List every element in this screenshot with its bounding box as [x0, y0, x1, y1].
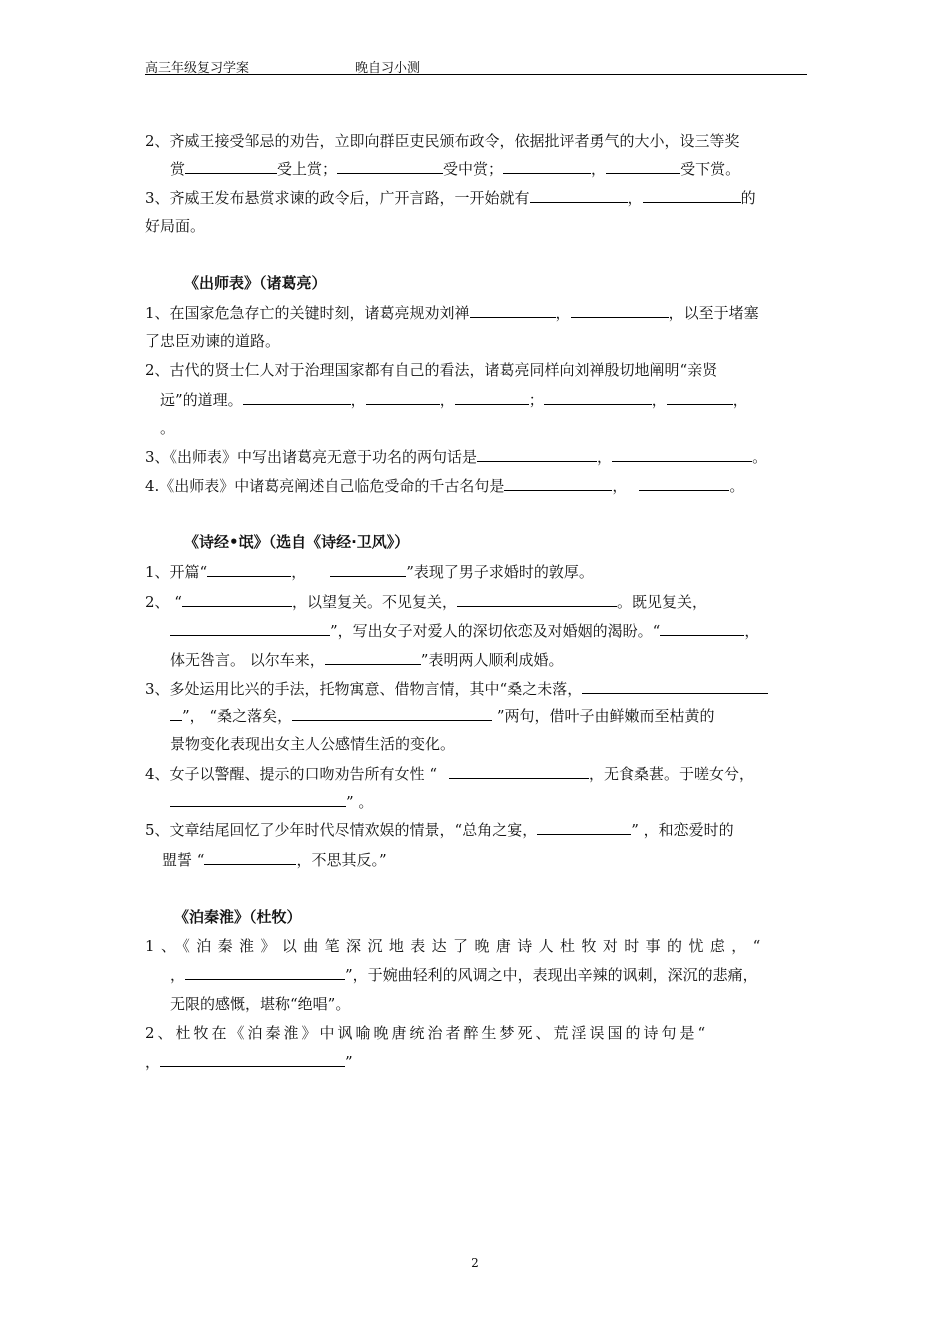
page-header	[145, 54, 807, 75]
text-line: ， ”	[145, 1053, 353, 1071]
answer-blank[interactable]	[170, 706, 182, 721]
answer-blank[interactable]	[160, 1052, 345, 1067]
answer-blank[interactable]	[537, 820, 631, 835]
answer-blank[interactable]	[185, 965, 345, 980]
answer-blank[interactable]	[470, 303, 556, 318]
answer-blank[interactable]	[457, 592, 617, 607]
answer-blank[interactable]	[503, 159, 591, 174]
text-line: 4、女子以警醒、提示的口吻劝告所有女性 “ ，无食桑葚。于嗟女兮，	[145, 765, 754, 783]
header-course: 高三年级复习学案	[145, 61, 250, 76]
text-line: ” 。	[170, 792, 373, 812]
text-line: 2、 “ ，以望复关。不见复关， 。既见复关，	[145, 593, 708, 611]
answer-blank[interactable]	[639, 476, 729, 491]
text-line: 3、多处运用比兴的手法，托物寓意、借物言情，其中“桑之未落，	[145, 679, 768, 699]
answer-blank[interactable]	[643, 188, 741, 203]
text-line: 3、《出师表》中写出诸葛亮无意于功名的两句话是 ， 。	[145, 448, 768, 466]
answer-blank[interactable]	[504, 476, 612, 491]
answer-blank[interactable]	[330, 562, 406, 577]
text-line: 赏 受上赏； 受中赏； ， 受下赏。	[170, 160, 741, 178]
header-quiz: 晚自习小测	[355, 61, 421, 76]
text-line: 体无咎言。 以尔车来， ”表明两人顺利成婚。	[170, 651, 564, 669]
answer-blank[interactable]	[182, 592, 292, 607]
text-line: 远”的道理。 ， ， ； ， ，	[160, 391, 748, 409]
answer-blank[interactable]	[571, 303, 669, 318]
text-line: ， ”，于婉曲轻利的风调之中，表现出辛辣的讽刺，深沉的悲痛，	[170, 966, 758, 984]
text-line: 盟誓 “ ，不思其反。”	[162, 851, 387, 869]
text-line: 景物变化表现出女主人公感情生活的变化。	[170, 735, 456, 753]
text-line: 1、《泊秦淮》以曲笔深沉地表达了晚唐诗人杜牧对时事的忧虑，“	[145, 937, 767, 955]
text-line: 了忠臣劝谏的道路。	[145, 332, 281, 350]
answer-blank[interactable]	[660, 621, 744, 636]
answer-blank[interactable]	[185, 159, 277, 174]
answer-blank[interactable]	[606, 159, 680, 174]
text-line: 2、古代的贤士仁人对于治理国家都有自己的看法，诸葛亮同样向刘禅殷切地阐明“亲贤	[145, 361, 718, 379]
text-line: 4.《出师表》中诸葛亮阐述自己临危受命的千古名句是 ， 。	[145, 477, 745, 495]
text-line: 3、齐威王发布悬赏求谏的政令后，广开言路，一开始就有 ， 的	[145, 189, 756, 207]
text-line: 无限的感慨，堪称“绝唱”。	[170, 995, 351, 1013]
answer-blank[interactable]	[243, 390, 351, 405]
text-line: 1、开篇“ ， ”表现了男子求婚时的敦厚。	[145, 563, 594, 581]
text-line: 5、文章结尾回忆了少年时代尽情欢娱的情景，“总角之宴， ” ，和恋爱时的	[145, 821, 734, 839]
text-line: 2、杜牧在《泊秦淮》中讽喻晚唐统治者醉生梦死、荒淫误国的诗句是“	[145, 1024, 709, 1042]
answer-blank[interactable]	[207, 562, 291, 577]
answer-blank[interactable]	[477, 447, 597, 462]
answer-blank[interactable]	[366, 390, 440, 405]
answer-blank[interactable]	[582, 679, 768, 694]
answer-blank[interactable]	[204, 850, 296, 865]
text-line: ”，写出女子对爱人的深切依恋及对婚姻的渴盼。“ ，	[170, 621, 759, 641]
answer-blank[interactable]	[612, 447, 752, 462]
text-line: 。	[160, 419, 176, 437]
text-line: 2、齐威王接受邹忌的劝告，立即向群臣吏民颁布政令，依据批评者勇气的大小，设三等奖	[145, 132, 740, 150]
answer-blank[interactable]	[455, 390, 529, 405]
answer-blank[interactable]	[544, 390, 652, 405]
text-line: 1、在国家危急存亡的关键时刻，诸葛亮规劝刘禅 ， ，以至于堵塞	[145, 304, 759, 322]
section-title: 《泊秦淮》（杜牧）	[174, 908, 302, 926]
answer-blank[interactable]	[337, 159, 443, 174]
section-title: 《诗经•氓》（选自《诗经·卫风》）	[184, 533, 410, 551]
text-line: ”， “桑之落矣， ”两句，借叶子由鲜嫩而至枯黄的	[170, 706, 715, 726]
answer-blank[interactable]	[170, 792, 346, 807]
answer-blank[interactable]	[325, 650, 421, 665]
answer-blank[interactable]	[667, 390, 733, 405]
page-number: 2	[471, 1256, 479, 1270]
answer-blank[interactable]	[292, 706, 492, 721]
answer-blank[interactable]	[530, 188, 628, 203]
section-title: 《出师表》（诸葛亮）	[184, 274, 327, 292]
answer-blank[interactable]	[449, 764, 589, 779]
answer-blank[interactable]	[170, 621, 330, 636]
text-line: 好局面。	[145, 217, 206, 235]
